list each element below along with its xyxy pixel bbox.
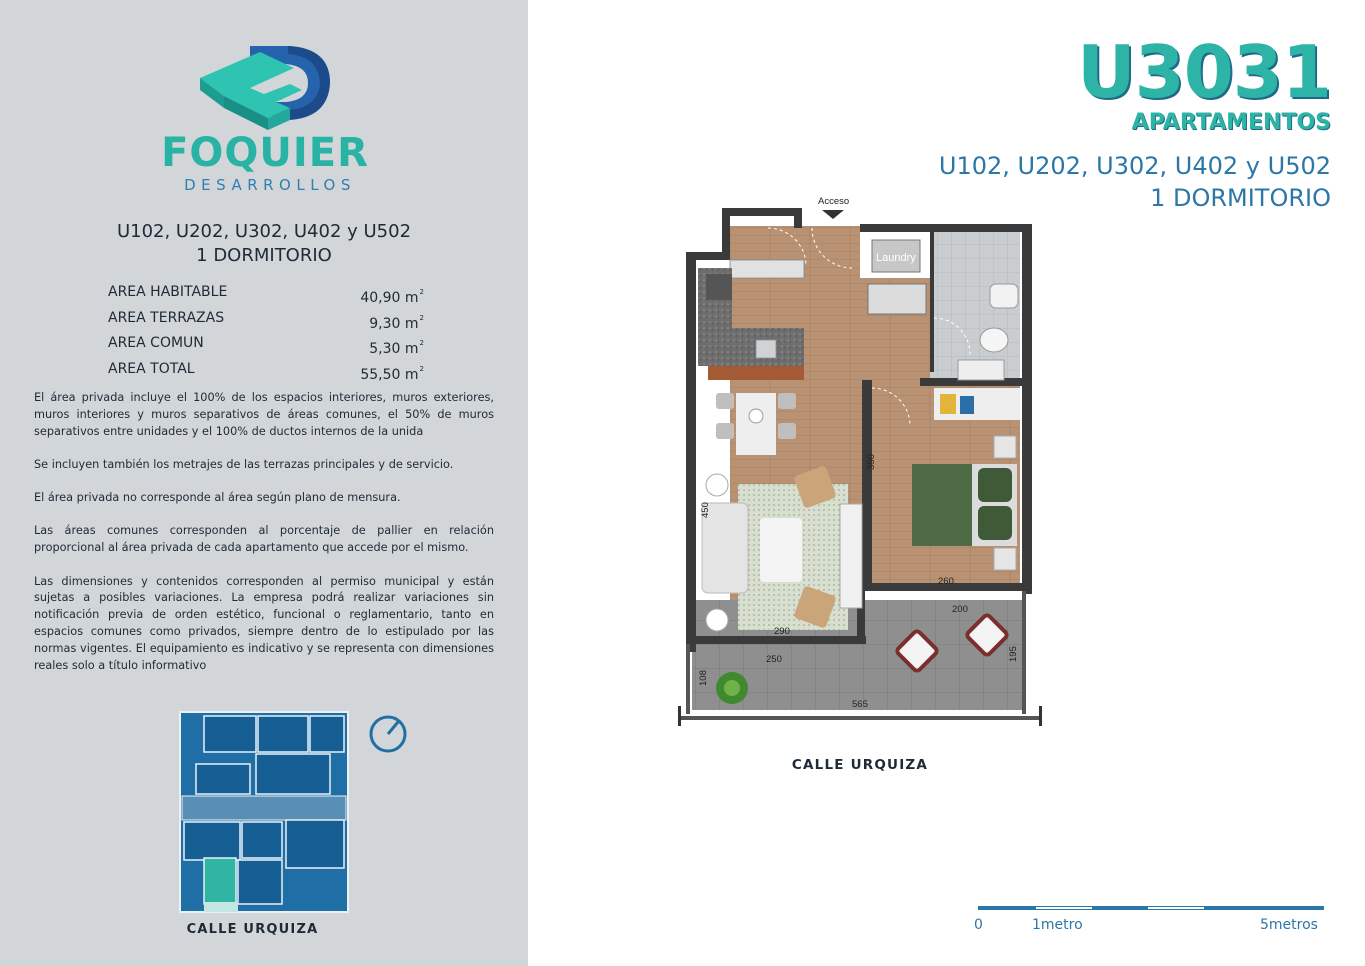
street-name-right: CALLE URQUIZA xyxy=(791,757,929,773)
scale-label-one: 1metro xyxy=(1032,917,1083,933)
notes xyxy=(34,390,494,691)
area-label: AREA COMUN xyxy=(108,335,204,351)
area-row-comun xyxy=(108,334,424,360)
area-value: 40,90 $m^2$ xyxy=(360,288,424,306)
dim-260: 260 xyxy=(938,576,954,587)
scale-label-five: 5metros xyxy=(1260,917,1318,933)
brand-logo xyxy=(150,38,380,198)
units-list: U102, U202, U302, U402 y U502 xyxy=(116,221,412,242)
note-paragraph: El área privada incluye el 100% de los espacios interiores, muros exteriores, muros interiores y muros separativos de áreas comunes, el 50% de muros separativos entre unidades y el 100% de ductos internos de la unida xyxy=(34,391,494,438)
project-title: U3031 xyxy=(1077,30,1331,114)
dim-195: 195 xyxy=(1008,646,1019,662)
bedroom-count: 1 DORMITORIO xyxy=(196,245,332,266)
scale-ruler xyxy=(970,903,1330,915)
dim-290: 290 xyxy=(774,626,790,637)
floor-plan xyxy=(672,188,1052,733)
note-paragraph: Las dimensiones y contenidos corresponden al permiso municipal y están sujetas a posibles variaciones. La empresa podrá realizar variaciones sin notificación previa de orden estético, funcional o reglamentario, tanto en espacios comunes como privados, siempre dentro de lo estipulado por las normas vigentes. El equipamiento es indicativo y se representa con dimensiones reales solo a título informativo xyxy=(34,574,494,672)
area-value: 5,30 $m^2$ xyxy=(369,339,424,357)
area-row-total xyxy=(108,360,424,386)
dim-108: 108 xyxy=(698,670,709,686)
area-value: 55,50 $m^2$ xyxy=(360,364,424,383)
units-title xyxy=(60,220,468,268)
brand-name: FOQUIER xyxy=(161,130,369,176)
street-name-left: CALLE URQUIZA xyxy=(186,922,319,937)
area-label: AREA HABITABLE xyxy=(108,284,228,300)
laundry-label: Laundry xyxy=(876,252,916,264)
bedroom-count: 1 DORMITORIO xyxy=(1150,184,1331,212)
note-paragraph: Se incluyen también los metrajes de las terrazas principales y de servicio. xyxy=(34,457,454,471)
brand-subtitle: DESARROLLOS xyxy=(184,176,356,194)
logo-mark-icon xyxy=(190,38,340,133)
site-plan-diagram xyxy=(176,708,416,918)
dim-565: 565 xyxy=(852,699,868,710)
area-label: AREA TOTAL xyxy=(108,360,195,377)
area-row-terrazas xyxy=(108,309,424,335)
areas-table xyxy=(108,283,424,385)
dim-200: 200 xyxy=(952,604,968,615)
area-row-habitable xyxy=(108,283,424,309)
project-subtitle: APARTAMENTOS xyxy=(1131,110,1331,135)
scale-bar xyxy=(970,903,1330,939)
access-arrow-icon xyxy=(822,210,844,219)
dim-250: 250 xyxy=(766,654,782,665)
dim-450: 450 xyxy=(700,502,711,518)
left-panel xyxy=(0,0,528,966)
note-paragraph: Las áreas comunes corresponden al porcentaje de pallier en relación proporcional al área privada de cada apartamento que accede por el mismo. xyxy=(34,524,494,555)
plant-icon xyxy=(716,672,748,704)
access-label: Acceso xyxy=(818,196,850,207)
note-paragraph: El área privada no corresponde al área según plano de mensura. xyxy=(34,491,401,505)
dim-350: 350 xyxy=(866,454,877,470)
area-value: 9,30 $m^2$ xyxy=(369,313,424,332)
scale-label-zero: 0 xyxy=(974,917,983,933)
compass-icon xyxy=(371,717,405,751)
units-list: U102, U202, U302, U402 y U502 xyxy=(938,152,1331,180)
area-label: AREA TERRAZAS xyxy=(108,309,225,326)
